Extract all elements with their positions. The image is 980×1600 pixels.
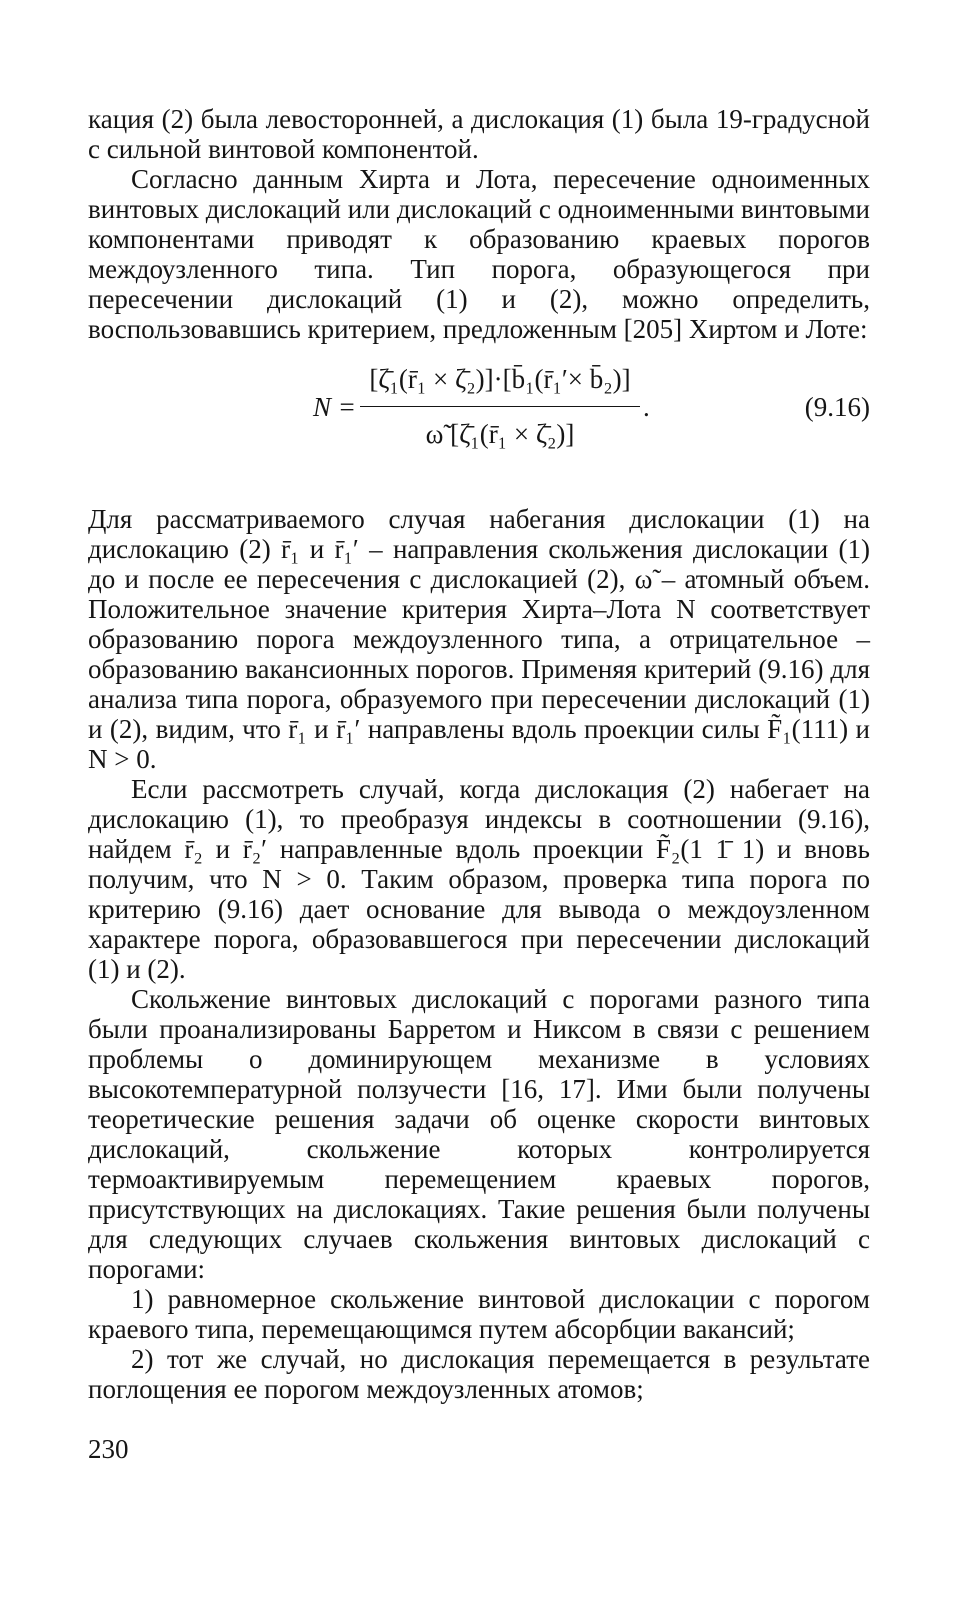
list-item-1: 1) равномерное скольжение винтовой дислокации с порогом краевого типа, перемещающимся путем абсорбции вакансий;	[88, 1284, 870, 1344]
page-body	[88, 104, 870, 1404]
paragraph-barrett-nix: Скольжение винтовых дислокаций с порогами разного типа были проанализированы Барретом и Никсом в связи с решением проблемы о доминирующем механизме в условиях высокотемпературной ползучести [16, 17]. Ими были получены теоретические решения задачи об оценке скорости винтовых дислокаций, скольжение которых контролируется термоактивируемым перемещением краевых порогов, присутствующих на дислокациях. Такие решения были получены для следующих случаев скольжения винтовых дислокаций с порогами:	[88, 984, 870, 1284]
paragraph-reverse-case: Если рассмотреть случай, когда дислокация (2) набегает на дислокацию (1), то преобразуя индексы в соотношении (9.16), найдем r̄₂ и r̄₂′ направленные вдоль проекции F̃₂(1 1̄ 1) и вновь получим, что N > 0. Таким образом, проверка типа порога по критерию (9.16) дает основание для вывода о междоузленном характере порога, образовавшегося при пересечении дислокаций (1) и (2).	[88, 774, 870, 984]
equation-fraction	[360, 356, 640, 457]
equation-period: .	[643, 392, 650, 422]
equation-9-16	[88, 356, 870, 474]
paragraph-hirth-lothe: Согласно данным Хирта и Лота, пересечение одноименных винтовых дислокаций или дислокаций с одноименными винтовыми компонентами приводят к образованию краевых порогов междоузленного типа. Тип порога, образующегося при пересечении дислокаций (1) и (2), можно определить, воспользовавшись критерием, предложенным [205] Хиртом и Лоте:	[88, 164, 870, 344]
list-item-2: 2) тот же случай, но дислокация перемещается в результате поглощения ее порогом междоузленных атомов;	[88, 1344, 870, 1404]
equation-number: (9.16)	[804, 392, 870, 422]
equation-lhs: N =	[313, 392, 356, 422]
equation-numerator: [ζ̄₁(r̄₁ × ζ̄₂)]·[b̄₁(r̄₁′× b̄₂)]	[369, 364, 631, 394]
paragraph-criterion: Для рассматриваемого случая набегания дислокации (1) на дислокацию (2) r̄₁ и r̄₁′ – направления скольжения дислокации (1) до и после ее пересечения с дислокацией (2), ω̃ – атомный объем. Положительное значение критерия Хирта–Лота N соответствует образованию порога междоузленного типа, а отрицательное – образованию вакансионных порогов. Применяя критерий (9.16) для анализа типа порога, образуемого при пересечении дислокаций (1) и (2), видим, что r̄₁ и r̄₁′ направлены вдоль проекции силы F̃₁(111) и N > 0.	[88, 504, 870, 774]
paragraph-continuation: кация (2) была левосторонней, а дислокация (1) была 19-градусной с сильной винтовой компонентой.	[88, 104, 870, 164]
page-number: 230	[88, 1434, 129, 1464]
fraction-bar	[360, 406, 640, 407]
equation-denominator: ω̃ [ζ̄₁(r̄₁ × ζ̄₂)]	[425, 419, 575, 449]
